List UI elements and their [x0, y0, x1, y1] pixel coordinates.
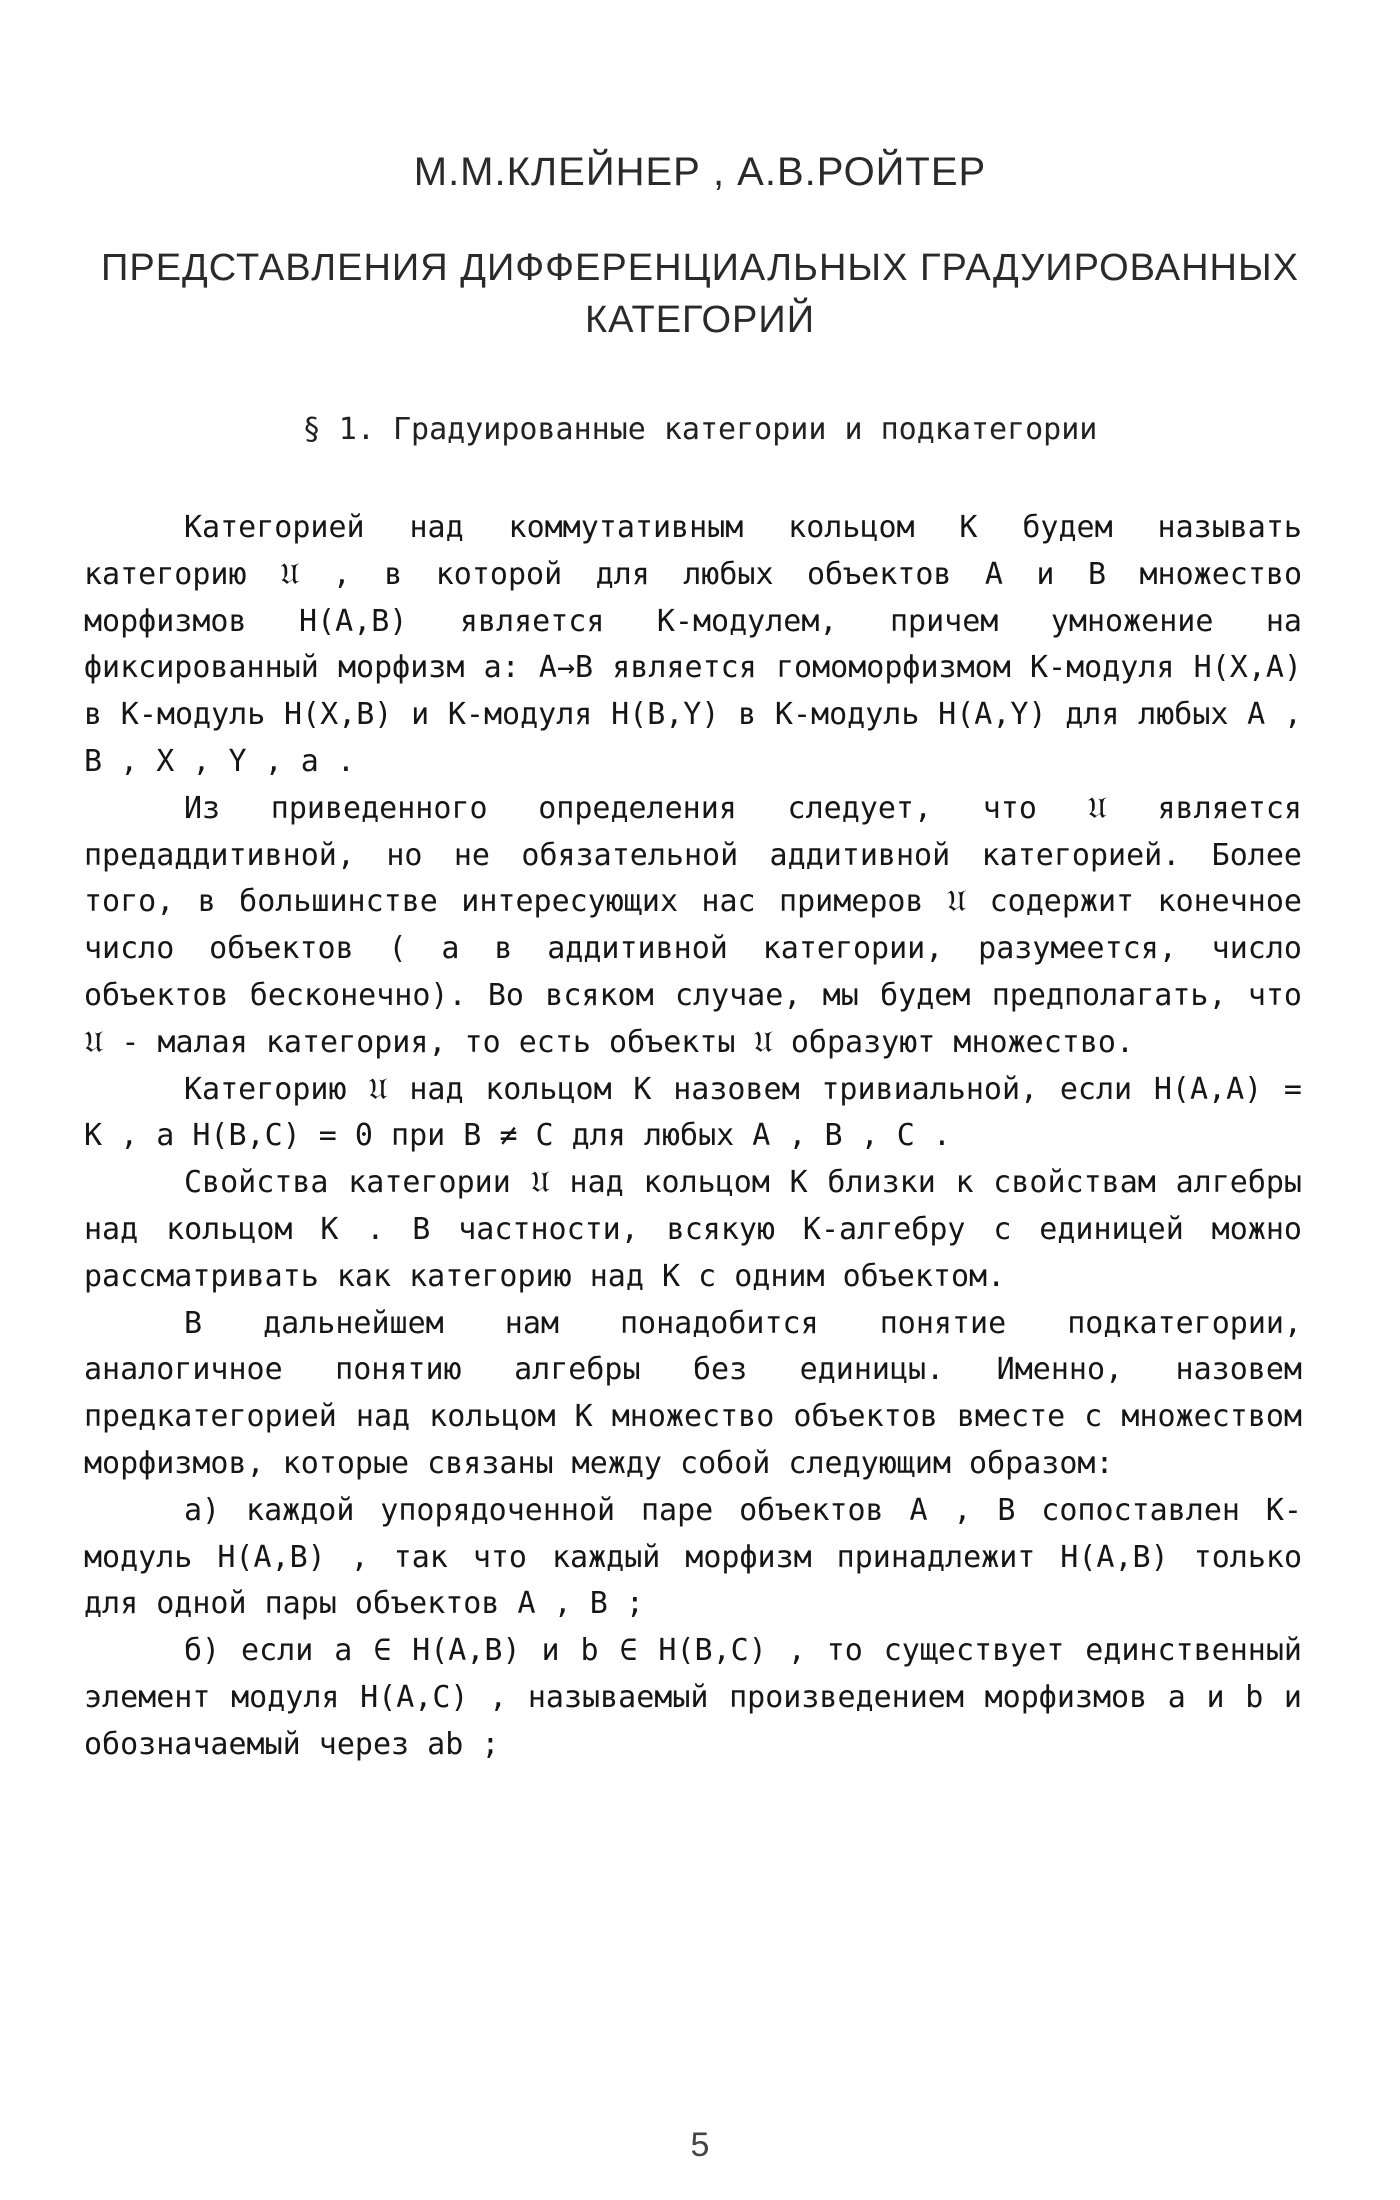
- authors-line: М.М.КЛЕЙНЕР , А.В.РОЙТЕР: [413, 150, 987, 194]
- paragraph-precategory: В дальнейшем нам понадобится понятие подкатегории, аналогичное понятию алгебры без единицы. Именно, назовем предкатегорией над кольцом K множество объектов вместе с множеством морфизмов, которые связаны между собой следующим образом:: [84, 1305, 1302, 1481]
- paragraph-algebra-analogy: Свойства категории 𝔘 над кольцом K близки к свойствам алгебры над кольцом K . В частности, всякую K-алгебру с единицей можно рассматривать как категорию над K с одним объектом.: [84, 1165, 1302, 1294]
- body-text: [84, 505, 1302, 1769]
- article-title: ПРЕДСТАВЛЕНИЯ ДИФФЕРЕНЦИАЛЬНЫХ ГРАДУИРОВАННЫХ КАТЕГОРИЙ: [101, 247, 1299, 341]
- section-heading: § 1. Градуированные категории и подкатегории: [302, 412, 1098, 447]
- paragraph-condition-a: а) каждой упорядоченной паре объектов A , B сопоставлен K-модуль H(A,B) , так что каждый морфизм принадлежит H(A,B) только для одной пары объектов A , B ;: [84, 1492, 1302, 1622]
- paragraph-trivial-category: Категорию 𝔘 над кольцом K назовем тривиальной, если H(A,A) = K , а H(B,C) = 0 при B ≠ C для любых A , B , C .: [84, 1071, 1302, 1154]
- paragraph-preadditive: Из приведенного определения следует, что 𝔘 является предаддитивной, но не обязательной аддитивной категорией. Более того, в большинстве интересующих нас примеров 𝔘 содержит конечное число объектов ( а в аддитивной категории, разумеется, число объектов бесконечно). Во всяком случае, мы будем предполагать, что 𝔘 - малая категория, то есть объекты 𝔘 образуют множество.: [84, 790, 1302, 1060]
- paragraph-definition-category: Категорией над коммутативным кольцом K будем называть категорию 𝔘 , в которой для любых объектов A и B множество морфизмов H(A,B) является K-модулем, причем умножение на фиксированный морфизм a: A→B является гомоморфизмом K-модуля H(X,A) в K-модуль H(X,B) и K-модуля H(B,Y) в K-модуль H(A,Y) для любых A , B , X , Y , a .: [84, 510, 1302, 779]
- paragraph-condition-b: б) если a ∈ H(A,B) и b ∈ H(B,C) , то существует единственный элемент модуля H(A,C) , называемый произведением морфизмов a и b и обозначаемый через ab ;: [84, 1633, 1302, 1762]
- page-number: 5: [690, 2126, 710, 2164]
